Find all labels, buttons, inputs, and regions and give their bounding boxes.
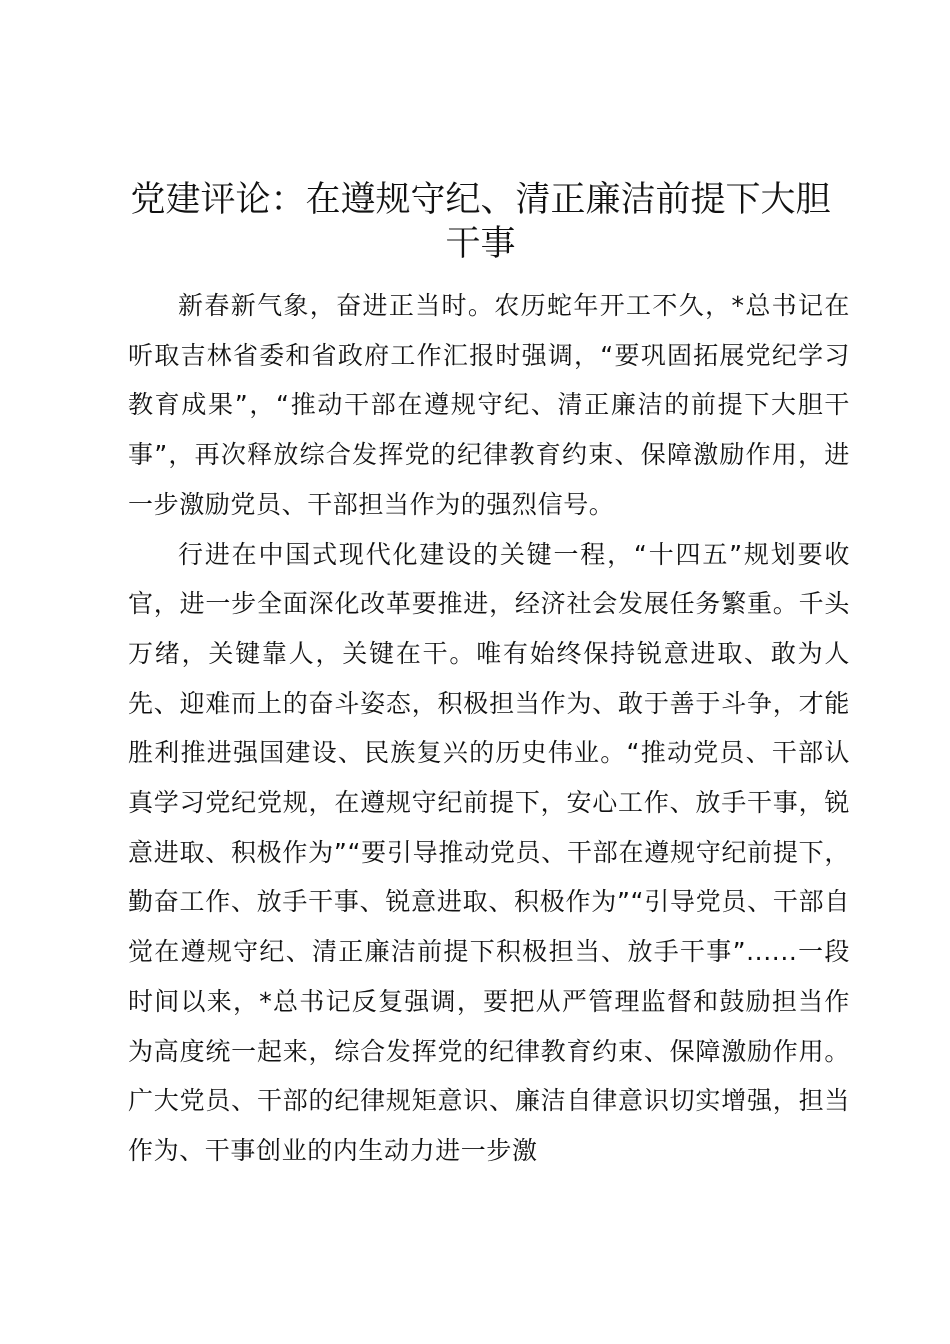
document-body <box>128 281 850 1176</box>
document-title: 党建评论：在遵规守纪、清正廉洁前提下大胆干事 <box>130 180 831 264</box>
paragraph: 行进在中国式现代化建设的关键一程，“十四五”规划要收官，进一步全面深化改革要推进，经济社会发展任务繁重。千头万绪，关键靠人，关键在干。唯有始终保持锐意进取、敢为人先、迎难而上的奋斗姿态，积极担当作为、敢于善于斗争，才能胜利推进强国建设、民族复兴的历史伟业。“推动党员、干部认真学习党纪党规，在遵规守纪前提下，安心工作、放手干事，锐意进取、积极作为”“要引导推动党员、干部在遵规守纪前提下，勤奋工作、放手干事、锐意进取、积极作为”“引导党员、干部自觉在遵规守纪、清正廉洁前提下积极担当、放手干事”......一段时间以来，*总书记反复强调，要把从严管理监督和鼓励担当作为高度统一起来，综合发挥党的纪律教育约束、保障激励作用。广大党员、干部的纪律规矩意识、廉洁自律意识切实增强，担当作为、干事创业的内生动力进一步激 <box>128 539 850 1165</box>
paragraph: 新春新气象，奋进正当时。农历蛇年开工不久，*总书记在听取吉林省委和省政府工作汇报时强调，“要巩固拓展党纪学习教育成果”，“推动干部在遵规守纪、清正廉洁的前提下大胆干事”，再次释放综合发挥党的纪律教育约束、保障激励作用，进一步激励党员、干部担当作为的强烈信号。 <box>128 291 850 519</box>
